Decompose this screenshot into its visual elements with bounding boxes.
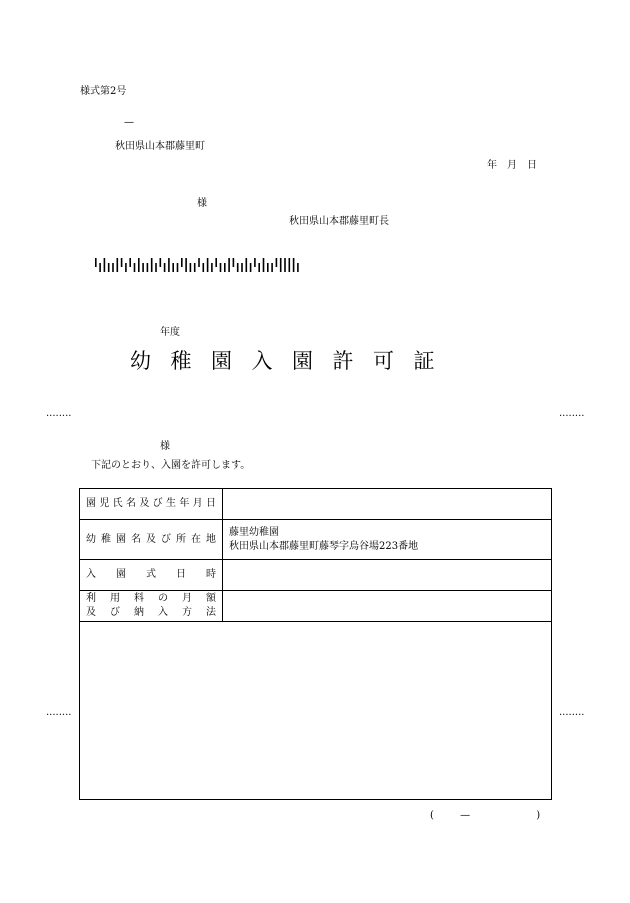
title-char: 園 [292, 349, 313, 373]
reference-dash: — [124, 117, 134, 128]
issuer-mayor: 秋田県山本郡藤里町長 [289, 216, 389, 227]
kindergarten-name: 藤里幼稚園 [229, 526, 279, 538]
row-label-kindergarten: 幼稚園名及び所在地 [80, 520, 223, 560]
title-char: 稚 [170, 349, 192, 373]
row-label-monthly-fee: 利用料の月額 及び納入方法 [80, 591, 223, 622]
date-line: 年 月 日 [487, 160, 537, 171]
title-char: 証 [413, 349, 435, 373]
permission-details-table [79, 488, 552, 800]
row-label-entrance-ceremony: 入園式日時 [80, 560, 223, 591]
cut-mark-left-lower: ........ [46, 707, 72, 718]
title-char: 園 [211, 349, 232, 373]
table-row [80, 560, 552, 591]
cut-mark-right-upper: ........ [559, 408, 585, 419]
document-title [130, 345, 454, 375]
footer-close-paren: ) [536, 810, 541, 821]
fiscal-year-label: 年度 [160, 327, 180, 338]
form-number: 様式第2号 [80, 86, 127, 97]
row-value-kindergarten [223, 520, 552, 560]
title-char: 幼 [130, 349, 151, 373]
table-notes-area [80, 622, 552, 800]
table-row [80, 489, 552, 520]
permission-statement: 下記のとおり、入園を許可します。 [91, 460, 251, 471]
title-char: 可 [373, 349, 394, 373]
footer-open-paren: ( [430, 810, 434, 821]
row-value-entrance-ceremony [223, 560, 552, 591]
title-char: 入 [251, 349, 273, 373]
title-char: 許 [332, 349, 354, 373]
row-value-child-name-birthdate [223, 489, 552, 520]
table-row [80, 591, 552, 622]
addressee-honorific: 様 [197, 198, 207, 209]
row-label-child-name-birthdate: 園児氏名及び生年月日 [80, 489, 223, 520]
recipient-honorific: 様 [160, 441, 170, 452]
issuer-town: 秋田県山本郡藤里町 [115, 141, 205, 152]
row-value-monthly-fee [223, 591, 552, 622]
table-row [80, 520, 552, 560]
postal-barcode [94, 258, 304, 272]
footer-reference [430, 810, 540, 821]
notes-cell [80, 622, 552, 800]
kindergarten-address: 秋田県山本郡藤里町藤琴字烏谷場223番地 [229, 540, 419, 552]
cut-mark-right-lower: ........ [559, 707, 585, 718]
cut-mark-left-upper: ........ [46, 408, 72, 419]
footer-dash: — [460, 810, 471, 821]
